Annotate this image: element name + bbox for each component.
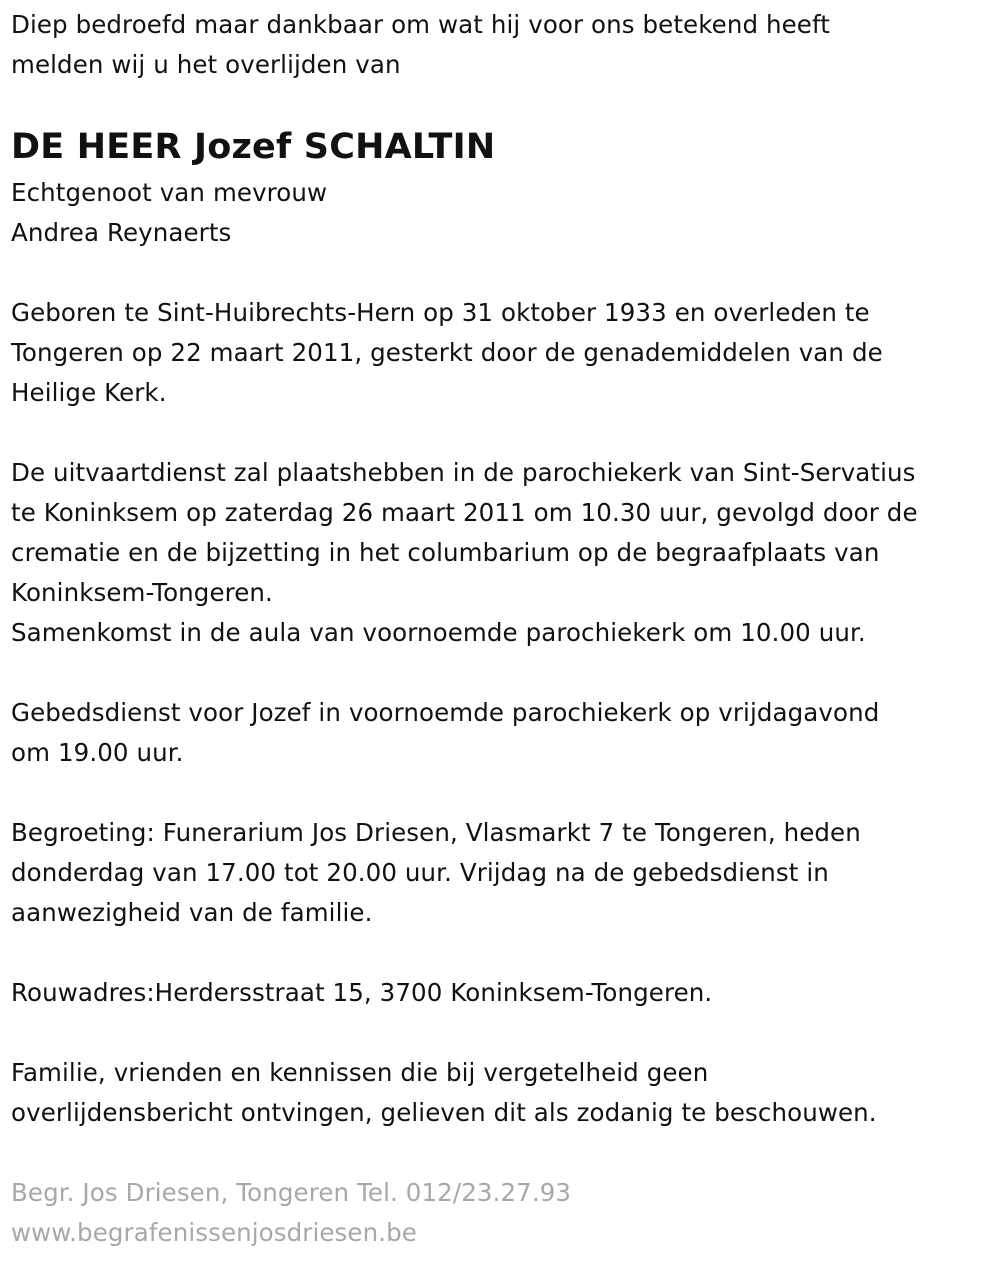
- birth-death-text: Geboren te Sint-Huibrechts-Hern op 31 oktober 1933 en overleden te Tongeren op 22 maart 2011, gesterkt door de genademiddelen van de Heilige Kerk.: [11, 298, 883, 407]
- prayer-service-text: Gebedsdienst voor Jozef in voornoemde parochiekerk op vrijdagavond om 19.00 uur.: [11, 698, 880, 767]
- spacer: [11, 773, 996, 813]
- spacer: [11, 413, 996, 453]
- visitation-text: Begroeting: Funerarium Jos Driesen, Vlasmarkt 7 te Tongeren, heden donderdag van 17.00 tot 20.00 uur. Vrijdag na de gebedsdienst in aanwezigheid van de familie.: [11, 818, 861, 927]
- undertaker-contact: Begr. Jos Driesen, Tongeren Tel. 012/23.27.93: [11, 1178, 572, 1207]
- spacer: [11, 85, 996, 127]
- spacer: [11, 253, 996, 293]
- spacer: [11, 933, 996, 973]
- mourning-address-text: Rouwadres:Herdersstraat 15, 3700 Koninksem-Tongeren.: [11, 978, 713, 1007]
- intro-text: Diep bedroefd maar dankbaar om wat hij voor ons betekend heeft melden wij u het overlijden van: [11, 10, 830, 79]
- spacer: [11, 653, 996, 693]
- spouse-text: Echtgenoot van mevrouw Andrea Reynaerts: [11, 178, 328, 247]
- closing-note-text: Familie, vrienden en kennissen die bij vergetelheid geen overlijdensbericht ontvingen, gelieven dit als zodanig te beschouwen.: [11, 1058, 877, 1127]
- obituary-notice: [11, 5, 996, 1253]
- spacer: [11, 1133, 996, 1173]
- undertaker-website: www.begrafenissenjosdriesen.be: [11, 1218, 417, 1247]
- gathering-text: Samenkomst in de aula van voornoemde parochiekerk om 10.00 uur.: [11, 618, 866, 647]
- spacer: [11, 1013, 996, 1053]
- funeral-service-text: De uitvaartdienst zal plaatshebben in de parochiekerk van Sint-Servatius te Koninksem op zaterdag 26 maart 2011 om 10.30 uur, gevolgd door de crematie en de bijzetting in het columbarium op de begraafplaats van Koninksem-Tongeren.: [11, 458, 918, 607]
- deceased-name: DE HEER Jozef SCHALTIN: [11, 127, 496, 167]
